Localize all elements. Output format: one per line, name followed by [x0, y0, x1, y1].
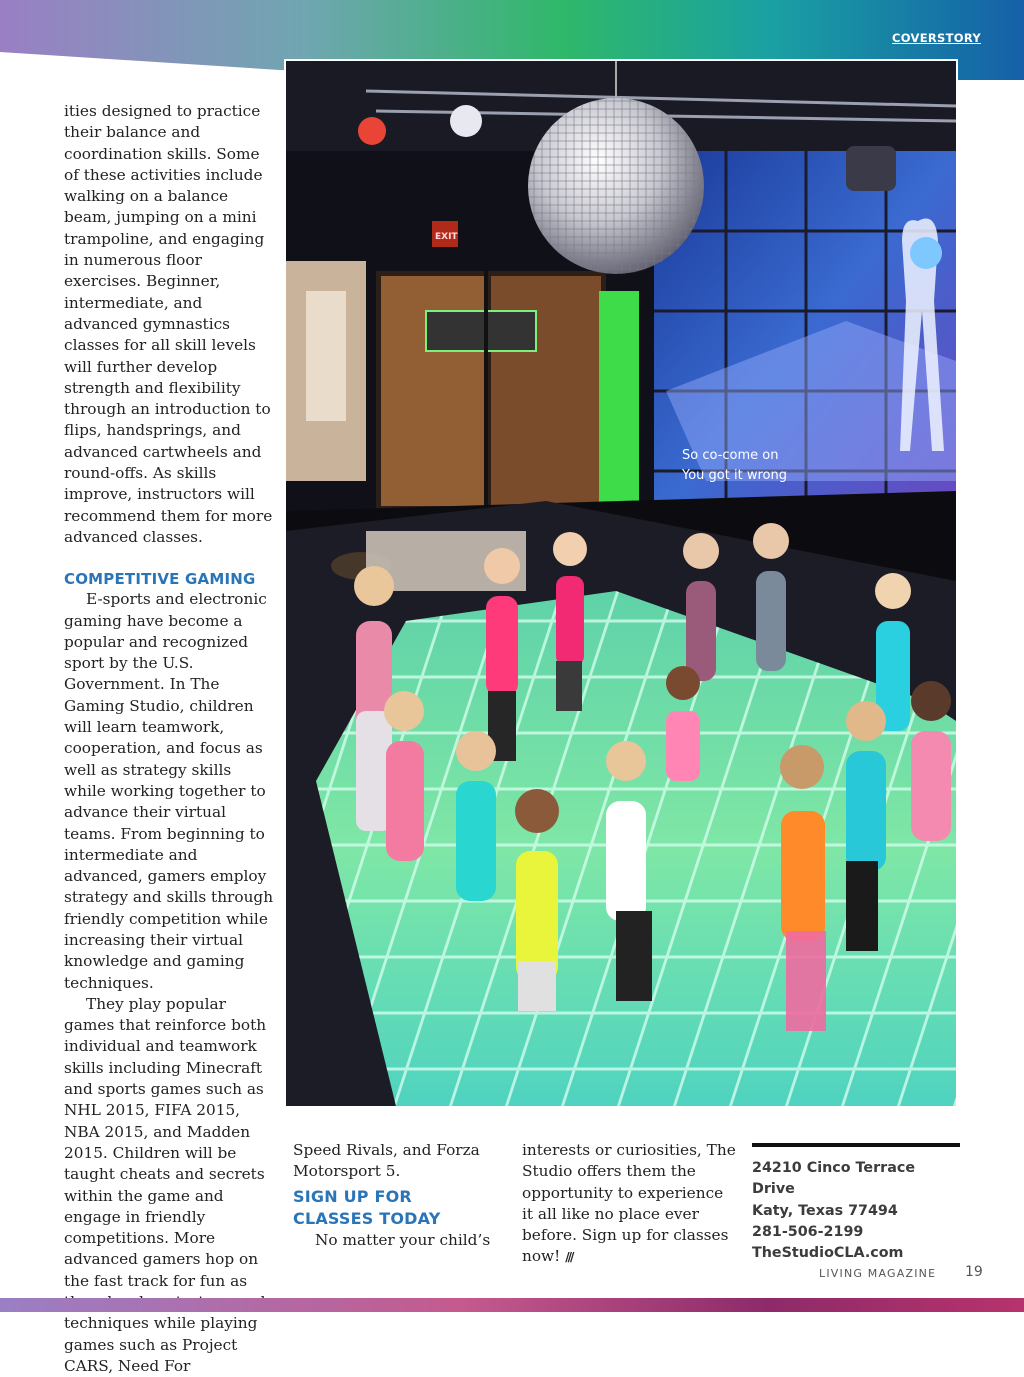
- contact-website[interactable]: TheStudioCLA.com: [752, 1245, 904, 1262]
- contact-phone[interactable]: 281-506-2199: [752, 1223, 864, 1240]
- body-text-sign-up: No matter your child’s: [315, 1230, 491, 1249]
- left-column: [64, 101, 276, 1377]
- middle-column: [293, 1140, 493, 1251]
- body-paragraph-2: E-sports and electronic gaming have become a popular and recognized sport by the U.S. Government. In The Gaming Studio, children will learn teamwork, cooperation, and focus as well as strategy skills while working together to advance their virtual teams. From beginning to intermediate and advanced, gamers employ strategy and skills through friendly competition while increasing their virtual knowledge and gaming techniques.: [64, 590, 274, 992]
- end-mark-icon: ///: [565, 1250, 573, 1265]
- dance-floor-photo: [284, 59, 958, 1108]
- footer-magazine-name: LIVING MAGAZINE: [819, 1267, 937, 1280]
- exit-sign-text: EXIT: [435, 232, 458, 242]
- subheading-sign-up: SIGN UP FOR CLASSES TODAY: [293, 1186, 441, 1228]
- subheading-competitive-gaming: COMPETITIVE GAMING: [64, 570, 256, 589]
- body-text-continued: Speed Rivals, and Forza Motorsport 5.: [293, 1141, 480, 1181]
- contact-block: [752, 1143, 960, 1264]
- body-paragraph-3: They play popular games that reinforce both individual and teamwork skills including Minecraft and sports games such as NHL 2015, FIFA 2015, NBA 2015, and Madden 2015. Children will be taught cheats and secrets within the game and engage in friendly competitions. More advanced gamers hop on the fast track for fun as techniques while playing games such as Project CARS, Need For: [64, 994, 267, 1375]
- section-label: COVERSTORY: [892, 31, 981, 45]
- page-number: 19: [965, 1264, 983, 1280]
- screen-caption-2: You got it wrong: [682, 468, 787, 483]
- contact-address: 24210 Cinco Terrace Drive: [752, 1160, 916, 1198]
- right-column: [522, 1140, 737, 1269]
- contact-city: Katy, Texas 77494: [752, 1202, 898, 1219]
- screen-caption-1: So co-come on: [682, 448, 779, 463]
- body-text-closing: interests or curiosities, The Studio offers them the opportunity to experience it all like no place ever before. Sign up for classes now!: [522, 1141, 736, 1266]
- footer-gradient-band: [0, 1298, 1024, 1312]
- body-paragraph-1: ities designed to practice their balance and coordination skills. Some of these activities include walking on a balance beam, jumping on a mini trampoline, and engaging in numerous floor exercises. Beginner, intermediate, and advanced gymnastics classes for all skill levels will further develop strength and flexibility through an introduction to flips, handsprings, and advanced cartwheels and round-offs. As skills improve, instructors will recommend them for more advanced classes.: [64, 102, 273, 546]
